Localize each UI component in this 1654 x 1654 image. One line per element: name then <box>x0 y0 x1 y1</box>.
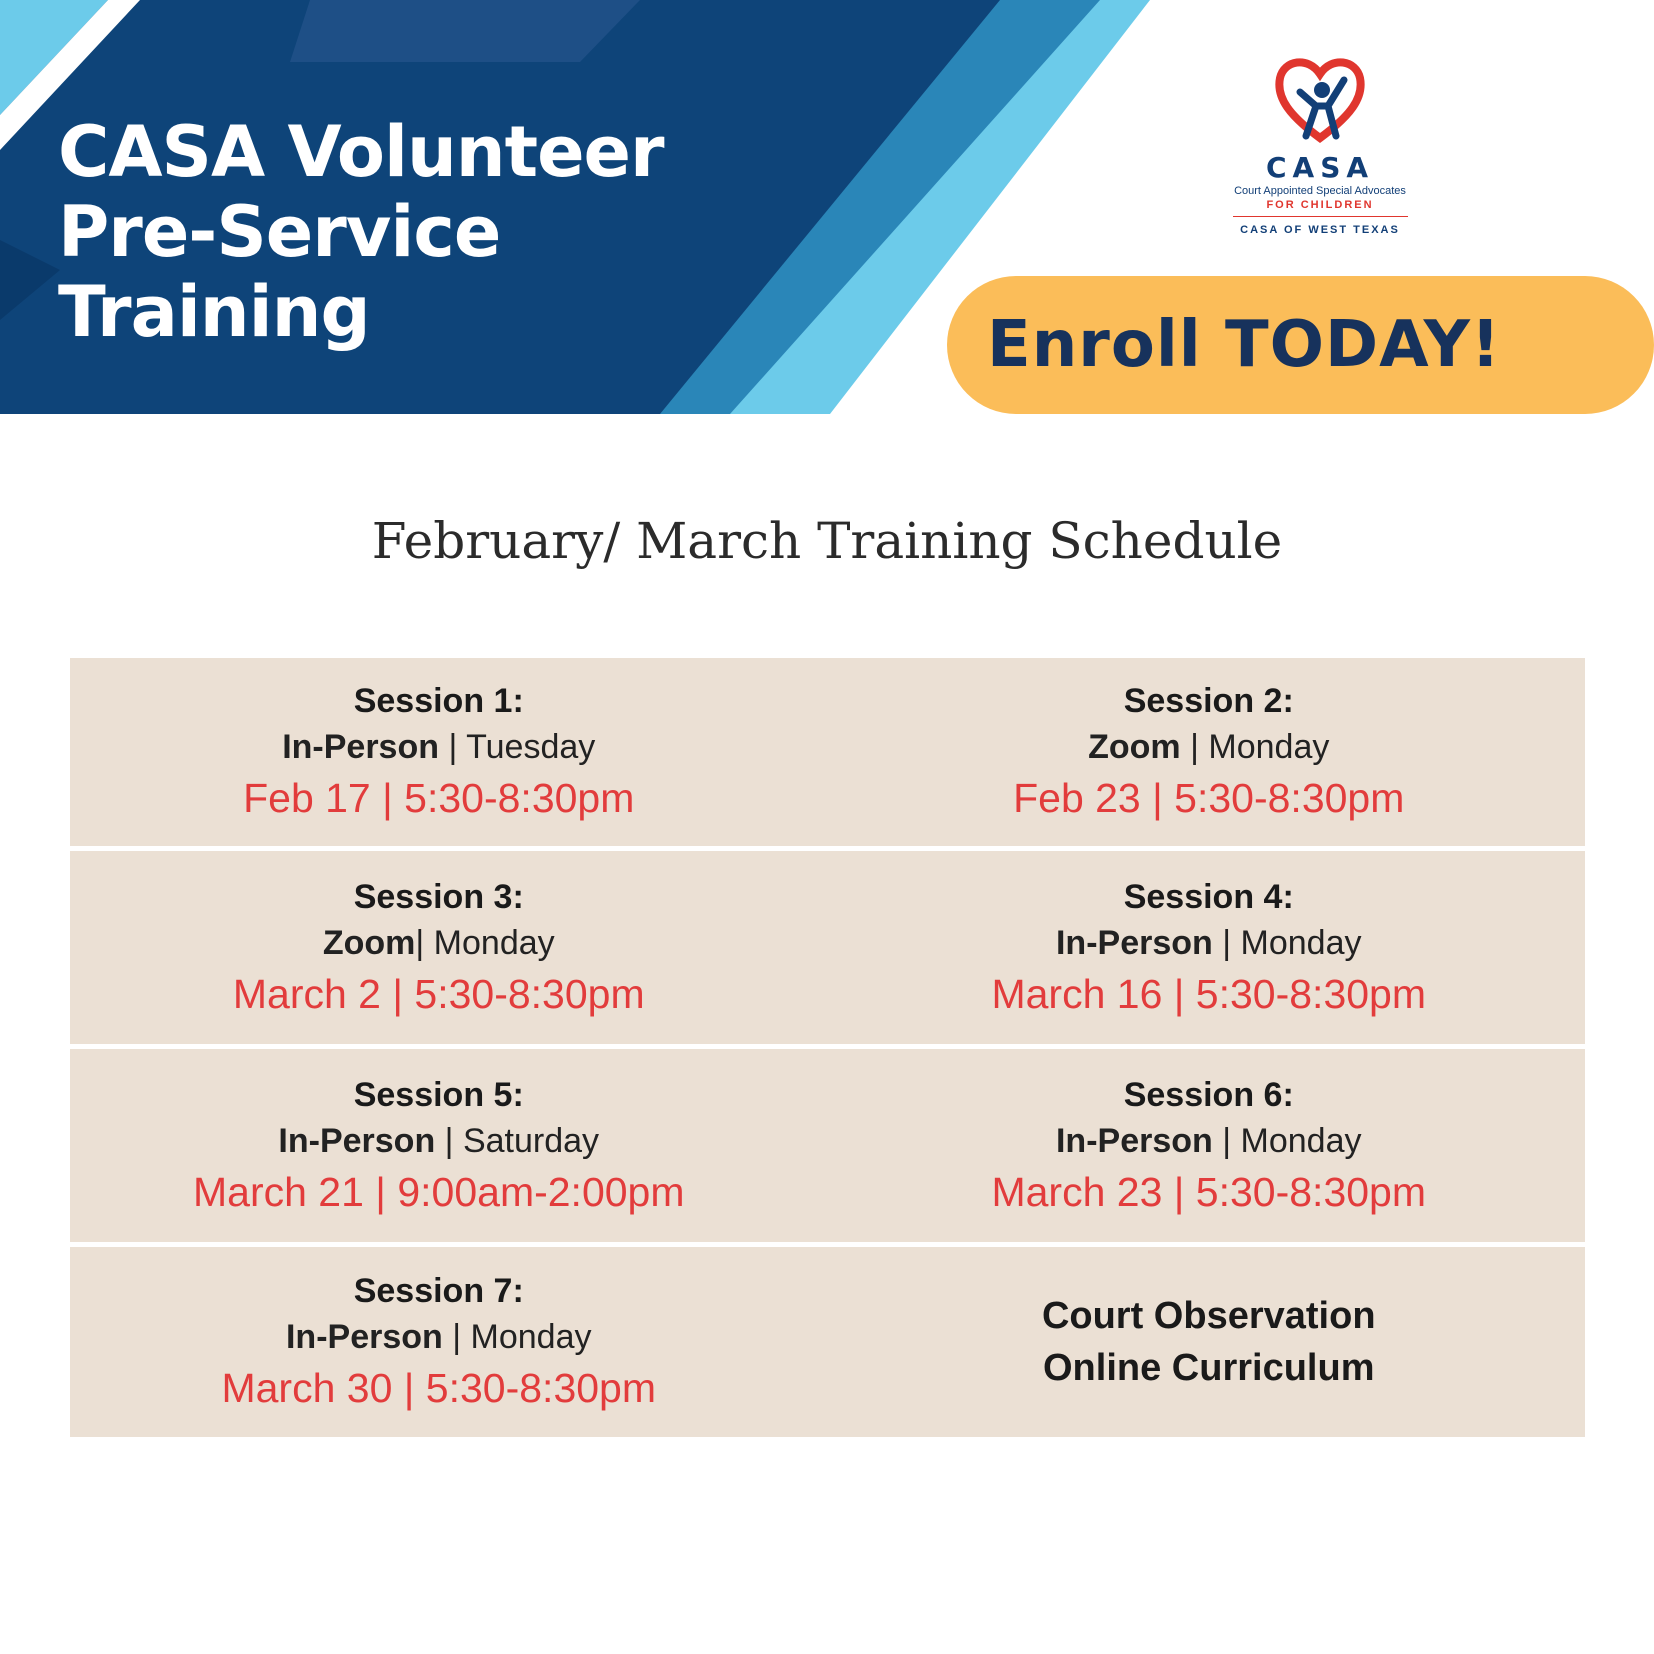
logo-subtitle: Court Appointed Special Advocates <box>1234 185 1406 197</box>
session-separator: | <box>435 1121 463 1160</box>
schedule-table <box>70 658 1585 1442</box>
session-day: Monday <box>1208 728 1330 766</box>
session-separator: | <box>415 923 434 962</box>
session-title: Session 5: <box>353 1075 524 1114</box>
online-curriculum-label: Online Curriculum <box>1043 1347 1375 1389</box>
session-1-card <box>70 678 828 826</box>
session-time: March 16 | 5:30-8:30pm <box>991 970 1427 1017</box>
schedule-row-1 <box>70 658 1585 846</box>
session-mode: In-Person <box>1055 923 1213 962</box>
title-line-2: Pre-Service <box>58 191 501 273</box>
session-day: Monday <box>1240 923 1362 962</box>
session-day: Monday <box>433 923 555 962</box>
session-mode: Zoom <box>1088 728 1181 766</box>
session-day: Monday <box>470 1318 592 1356</box>
session-title: Session 2: <box>1123 682 1294 720</box>
session-mode: In-Person <box>1055 1121 1213 1160</box>
session-time: Feb 17 | 5:30-8:30pm <box>243 775 635 821</box>
casa-logo <box>1210 50 1430 255</box>
extra-requirements-card <box>828 1290 1586 1394</box>
session-separator: | <box>1180 728 1209 766</box>
session-day: Saturday <box>462 1121 600 1160</box>
logo-wordmark: CASA <box>1265 151 1375 184</box>
session-5-card <box>70 1072 828 1220</box>
session-time: March 21 | 9:00am-2:00pm <box>193 1168 685 1215</box>
session-mode-line <box>70 724 808 770</box>
session-mode-line <box>70 1118 808 1164</box>
enroll-button-label: Enroll TODAY! <box>987 308 1502 382</box>
session-time: March 30 | 5:30-8:30pm <box>221 1365 657 1411</box>
top-dark-tab <box>290 0 640 62</box>
session-time: Feb 23 | 5:30-8:30pm <box>1013 775 1405 821</box>
session-2-card <box>828 678 1586 826</box>
session-mode-line <box>833 920 1586 966</box>
session-mode: Zoom <box>322 923 416 962</box>
session-title: Session 4: <box>1123 877 1294 916</box>
heart-figure-icon <box>1270 50 1370 150</box>
session-time: March 2 | 5:30-8:30pm <box>232 970 645 1017</box>
title-line-1: CASA Volunteer <box>58 111 664 193</box>
enroll-button[interactable] <box>947 276 1654 414</box>
session-mode-line <box>833 724 1586 770</box>
session-time: March 23 | 5:30-8:30pm <box>991 1168 1427 1215</box>
session-separator: | <box>442 1318 471 1356</box>
session-mode: In-Person <box>282 728 440 766</box>
logo-region: CASA OF WEST TEXAS <box>1240 224 1400 236</box>
session-3-card <box>70 874 828 1022</box>
logo-for-children: FOR CHILDREN <box>1266 199 1374 211</box>
schedule-row-3 <box>70 1049 1585 1242</box>
session-title: Session 1: <box>353 682 524 720</box>
session-separator: | <box>439 728 467 766</box>
session-7-card <box>70 1268 828 1416</box>
session-title: Session 6: <box>1123 1075 1294 1114</box>
logo-divider <box>1233 216 1408 217</box>
schedule-row-4 <box>70 1247 1585 1437</box>
page-title <box>58 112 664 352</box>
session-day: Monday <box>1240 1121 1362 1160</box>
session-title: Session 7: <box>353 1272 524 1310</box>
session-separator: | <box>1212 1121 1241 1160</box>
session-mode-line <box>70 1314 808 1360</box>
schedule-row-2 <box>70 851 1585 1044</box>
session-day: Tuesday <box>466 728 596 766</box>
session-title: Session 3: <box>353 877 524 916</box>
session-6-card <box>828 1072 1586 1220</box>
session-mode: In-Person <box>285 1318 443 1356</box>
session-mode-line <box>833 1118 1586 1164</box>
session-4-card <box>828 874 1586 1022</box>
schedule-heading: February/ March Training Schedule <box>371 512 1283 570</box>
title-line-3: Training <box>58 271 370 353</box>
session-mode-line <box>70 920 808 966</box>
court-observation-label: Court Observation <box>1041 1295 1376 1337</box>
session-mode: In-Person <box>278 1121 436 1160</box>
session-separator: | <box>1212 923 1241 962</box>
